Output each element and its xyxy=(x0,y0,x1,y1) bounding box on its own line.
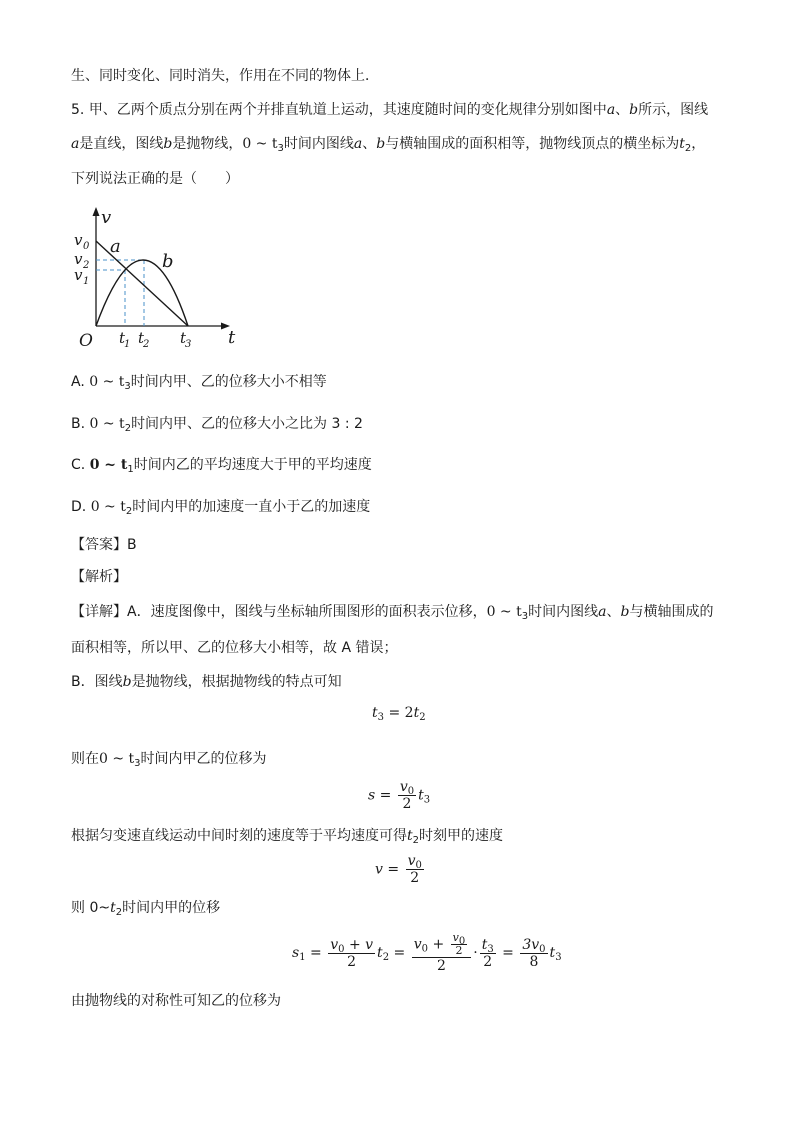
sub: 3 xyxy=(124,381,131,392)
var-a: a xyxy=(606,102,616,118)
option-letter: D. xyxy=(71,499,87,515)
v-axis-arrow xyxy=(93,207,100,216)
range: 0 ~ t xyxy=(99,751,135,767)
eq-var: v xyxy=(452,931,459,944)
option-text: 时间内甲、乙的位移大小不相等 xyxy=(130,374,327,390)
range: 0 ~ t xyxy=(242,136,278,152)
intro-text: 生、同时变化、同时消失，作用在不同的物体上． xyxy=(71,68,379,84)
option-letter: A. xyxy=(71,374,85,390)
frac-num xyxy=(328,937,375,954)
frac-num xyxy=(520,937,547,954)
sub: 2 xyxy=(684,143,692,154)
fraction xyxy=(412,932,472,974)
question-text: 时间内图线 xyxy=(283,136,354,152)
intro-line xyxy=(71,66,379,86)
detail-text: 是抛物线，根据抛物线的特点可知 xyxy=(131,674,342,690)
t2-sub: 2 xyxy=(143,339,150,350)
eq-op: · xyxy=(473,945,478,961)
var-b: b xyxy=(620,604,630,620)
curve-b-label: b xyxy=(162,251,174,272)
detail-line-6 xyxy=(71,898,220,918)
frac-num xyxy=(398,779,416,796)
answer-line xyxy=(71,535,137,555)
frac-num xyxy=(406,853,424,870)
question-line-3 xyxy=(71,169,239,189)
t1-sub: 1 xyxy=(124,339,131,350)
inner-fraction xyxy=(451,932,468,957)
range: 0 ~ t xyxy=(89,374,125,390)
var-a: a xyxy=(598,604,607,620)
sub: 2 xyxy=(412,835,420,846)
detail-line-5 xyxy=(71,826,503,846)
sub: 1 xyxy=(299,952,306,963)
frac-den: 2 xyxy=(410,870,420,886)
range: 0 ~ t xyxy=(89,416,125,432)
origin-label: O xyxy=(79,331,93,351)
fraction xyxy=(406,853,424,886)
eq-op: = xyxy=(382,861,404,878)
eq-op: = 2 xyxy=(384,705,414,721)
t-axis-label: t xyxy=(228,327,236,348)
eq-var: t xyxy=(549,945,556,961)
detail-text: 则 0~ xyxy=(71,900,111,916)
sub: 0 xyxy=(421,943,428,955)
sub: 0 xyxy=(539,943,546,955)
var-a: a xyxy=(353,136,363,152)
equation-v xyxy=(375,853,426,886)
parabola-b xyxy=(96,260,188,326)
eq-var: t xyxy=(377,945,383,961)
option-d xyxy=(71,497,370,517)
question-text: 与横轴围成的面积相等，抛物线顶点的横坐标为 xyxy=(385,136,680,152)
detail-text: A．速度图像中，图线与坐标轴所围图形的面积表示位移， xyxy=(127,604,487,620)
detail-line-3 xyxy=(71,672,342,692)
fraction xyxy=(480,937,496,970)
eq-var: t xyxy=(481,936,488,953)
equation-s1 xyxy=(292,932,562,974)
eq-var: t xyxy=(418,787,424,804)
frac-num xyxy=(412,932,472,958)
detail-text: 根据匀变速直线运动中间时刻的速度等于平均速度可得 xyxy=(71,828,407,844)
sub: 3 xyxy=(423,794,431,806)
frac-den: 2 xyxy=(347,953,357,970)
sub: 2 xyxy=(115,907,123,918)
sub: 0 xyxy=(407,786,415,797)
detail-line-1 xyxy=(71,602,713,622)
t2-label: t xyxy=(138,329,145,347)
detail-text: B．图线 xyxy=(71,674,123,690)
eq-var: + v xyxy=(344,936,374,953)
eq-op: = xyxy=(497,945,519,961)
option-letter: C. xyxy=(71,457,86,473)
eq-var: v xyxy=(375,861,383,878)
detail-text: 时刻甲的速度 xyxy=(419,828,504,844)
frac-num xyxy=(480,937,496,954)
eq-var: 3v xyxy=(522,936,540,953)
curve-a-label: a xyxy=(110,236,121,257)
var-b: b xyxy=(163,136,173,152)
var-b: b xyxy=(122,674,132,690)
v-axis-label: v xyxy=(101,207,112,228)
sub: 2 xyxy=(125,506,133,517)
equation-s xyxy=(368,779,430,812)
answer-label: 【答案】 xyxy=(71,537,127,553)
separator: 、 xyxy=(615,102,630,118)
t1-label: t xyxy=(119,329,126,347)
eq-var: s xyxy=(368,787,376,804)
var-a: a xyxy=(71,136,80,152)
detail-line-2 xyxy=(71,638,397,658)
eq-var: s xyxy=(292,945,300,961)
eq-var: v xyxy=(330,936,339,953)
question-line-2 xyxy=(71,134,705,154)
fraction xyxy=(328,937,375,970)
eq-op: = xyxy=(375,787,396,804)
detail-text: 与横轴围成的 xyxy=(629,604,714,620)
answer-value: B xyxy=(127,537,137,553)
eq-var: t xyxy=(413,705,420,721)
velocity-time-graph xyxy=(70,203,250,353)
sub: 2 xyxy=(124,423,132,434)
var-b: b xyxy=(629,102,639,118)
eq-var: t xyxy=(372,705,378,721)
var-b: b xyxy=(376,136,386,152)
frac-den: 2 xyxy=(402,796,412,812)
sub: 3 xyxy=(377,712,385,723)
v2-sub: 2 xyxy=(83,260,90,271)
v0-label: v xyxy=(74,231,83,249)
option-text: 时间内甲、乙的位移大小之比为 3 : 2 xyxy=(131,416,363,432)
eq-op: = xyxy=(389,945,410,961)
sub: 3 xyxy=(521,611,529,622)
analysis-line xyxy=(71,567,127,587)
range: 0 ~ t xyxy=(90,499,126,515)
comma: ， xyxy=(691,136,706,152)
frac-den: 8 xyxy=(529,953,539,970)
question-text: 是抛物线， xyxy=(172,136,243,152)
question-text: 下列说法正确的是（ ） xyxy=(71,171,239,187)
option-text: 时间内甲的加速度一直小于乙的加速度 xyxy=(132,499,371,515)
equation-t3-2t2 xyxy=(372,705,426,721)
sub: 3 xyxy=(555,952,562,963)
sub: 3 xyxy=(277,143,284,154)
var-t: t xyxy=(407,828,413,844)
sub: 2 xyxy=(419,712,426,723)
eq-var: v xyxy=(407,853,416,869)
sub: 2 xyxy=(382,952,390,963)
range: 0 ~ t xyxy=(486,604,522,620)
t3-sub: 3 xyxy=(185,339,192,350)
var-t: t xyxy=(110,900,116,916)
sub: 3 xyxy=(487,943,494,955)
fraction xyxy=(520,937,547,970)
frac-den: 2 xyxy=(437,958,446,974)
sub: 3 xyxy=(134,758,141,769)
sub: 0 xyxy=(338,943,345,955)
eq-var: v xyxy=(413,936,422,953)
detail-text: 由抛物线的对称性可知乙的位移为 xyxy=(71,993,281,1009)
question-text: 所示，图线 xyxy=(638,102,709,118)
detail-label: 【详解】 xyxy=(71,604,127,620)
question-line-1 xyxy=(71,100,708,120)
v1-label: v xyxy=(74,266,83,284)
detail-text: 时间内甲乙的位移为 xyxy=(140,751,267,767)
sub: 1 xyxy=(127,464,134,475)
fraction xyxy=(398,779,416,812)
question-number: 5. xyxy=(71,102,85,118)
v0-sub: 0 xyxy=(83,241,90,252)
detail-text: 面积相等，所以甲、乙的位移大小相等，故 A 错误； xyxy=(71,640,398,656)
t3-label: t xyxy=(180,329,187,347)
detail-text: 时间内甲的位移 xyxy=(122,900,221,916)
option-text: 时间内乙的平均速度大于甲的平均速度 xyxy=(133,457,372,473)
frac-den: 2 xyxy=(455,944,463,957)
separator: 、 xyxy=(606,604,621,620)
detail-text: 时间内图线 xyxy=(528,604,599,620)
eq-op: = xyxy=(305,945,327,961)
separator: 、 xyxy=(362,136,377,152)
sub: 0 xyxy=(458,936,466,947)
frac-den: 2 xyxy=(483,953,493,970)
question-text: 甲、乙两个质点分别在两个并排直轨道上运动，其速度随时间的变化规律分别如图中 xyxy=(88,102,607,118)
detail-text: 则在 xyxy=(71,751,99,767)
v2-label: v xyxy=(74,250,83,268)
range: 0 ~ t xyxy=(89,457,128,473)
option-b xyxy=(71,414,363,434)
detail-line-7 xyxy=(71,991,281,1011)
eq-op: + xyxy=(428,936,449,953)
v1-sub: 1 xyxy=(83,276,90,287)
option-letter: B. xyxy=(71,416,86,432)
analysis-label: 【解析】 xyxy=(71,569,127,585)
question-text: 是直线，图线 xyxy=(79,136,164,152)
detail-line-4 xyxy=(71,749,267,769)
option-a xyxy=(71,372,327,392)
sub: 0 xyxy=(415,860,422,871)
var-t2: t xyxy=(679,136,685,152)
option-c xyxy=(71,455,372,475)
eq-var: v xyxy=(399,779,408,795)
